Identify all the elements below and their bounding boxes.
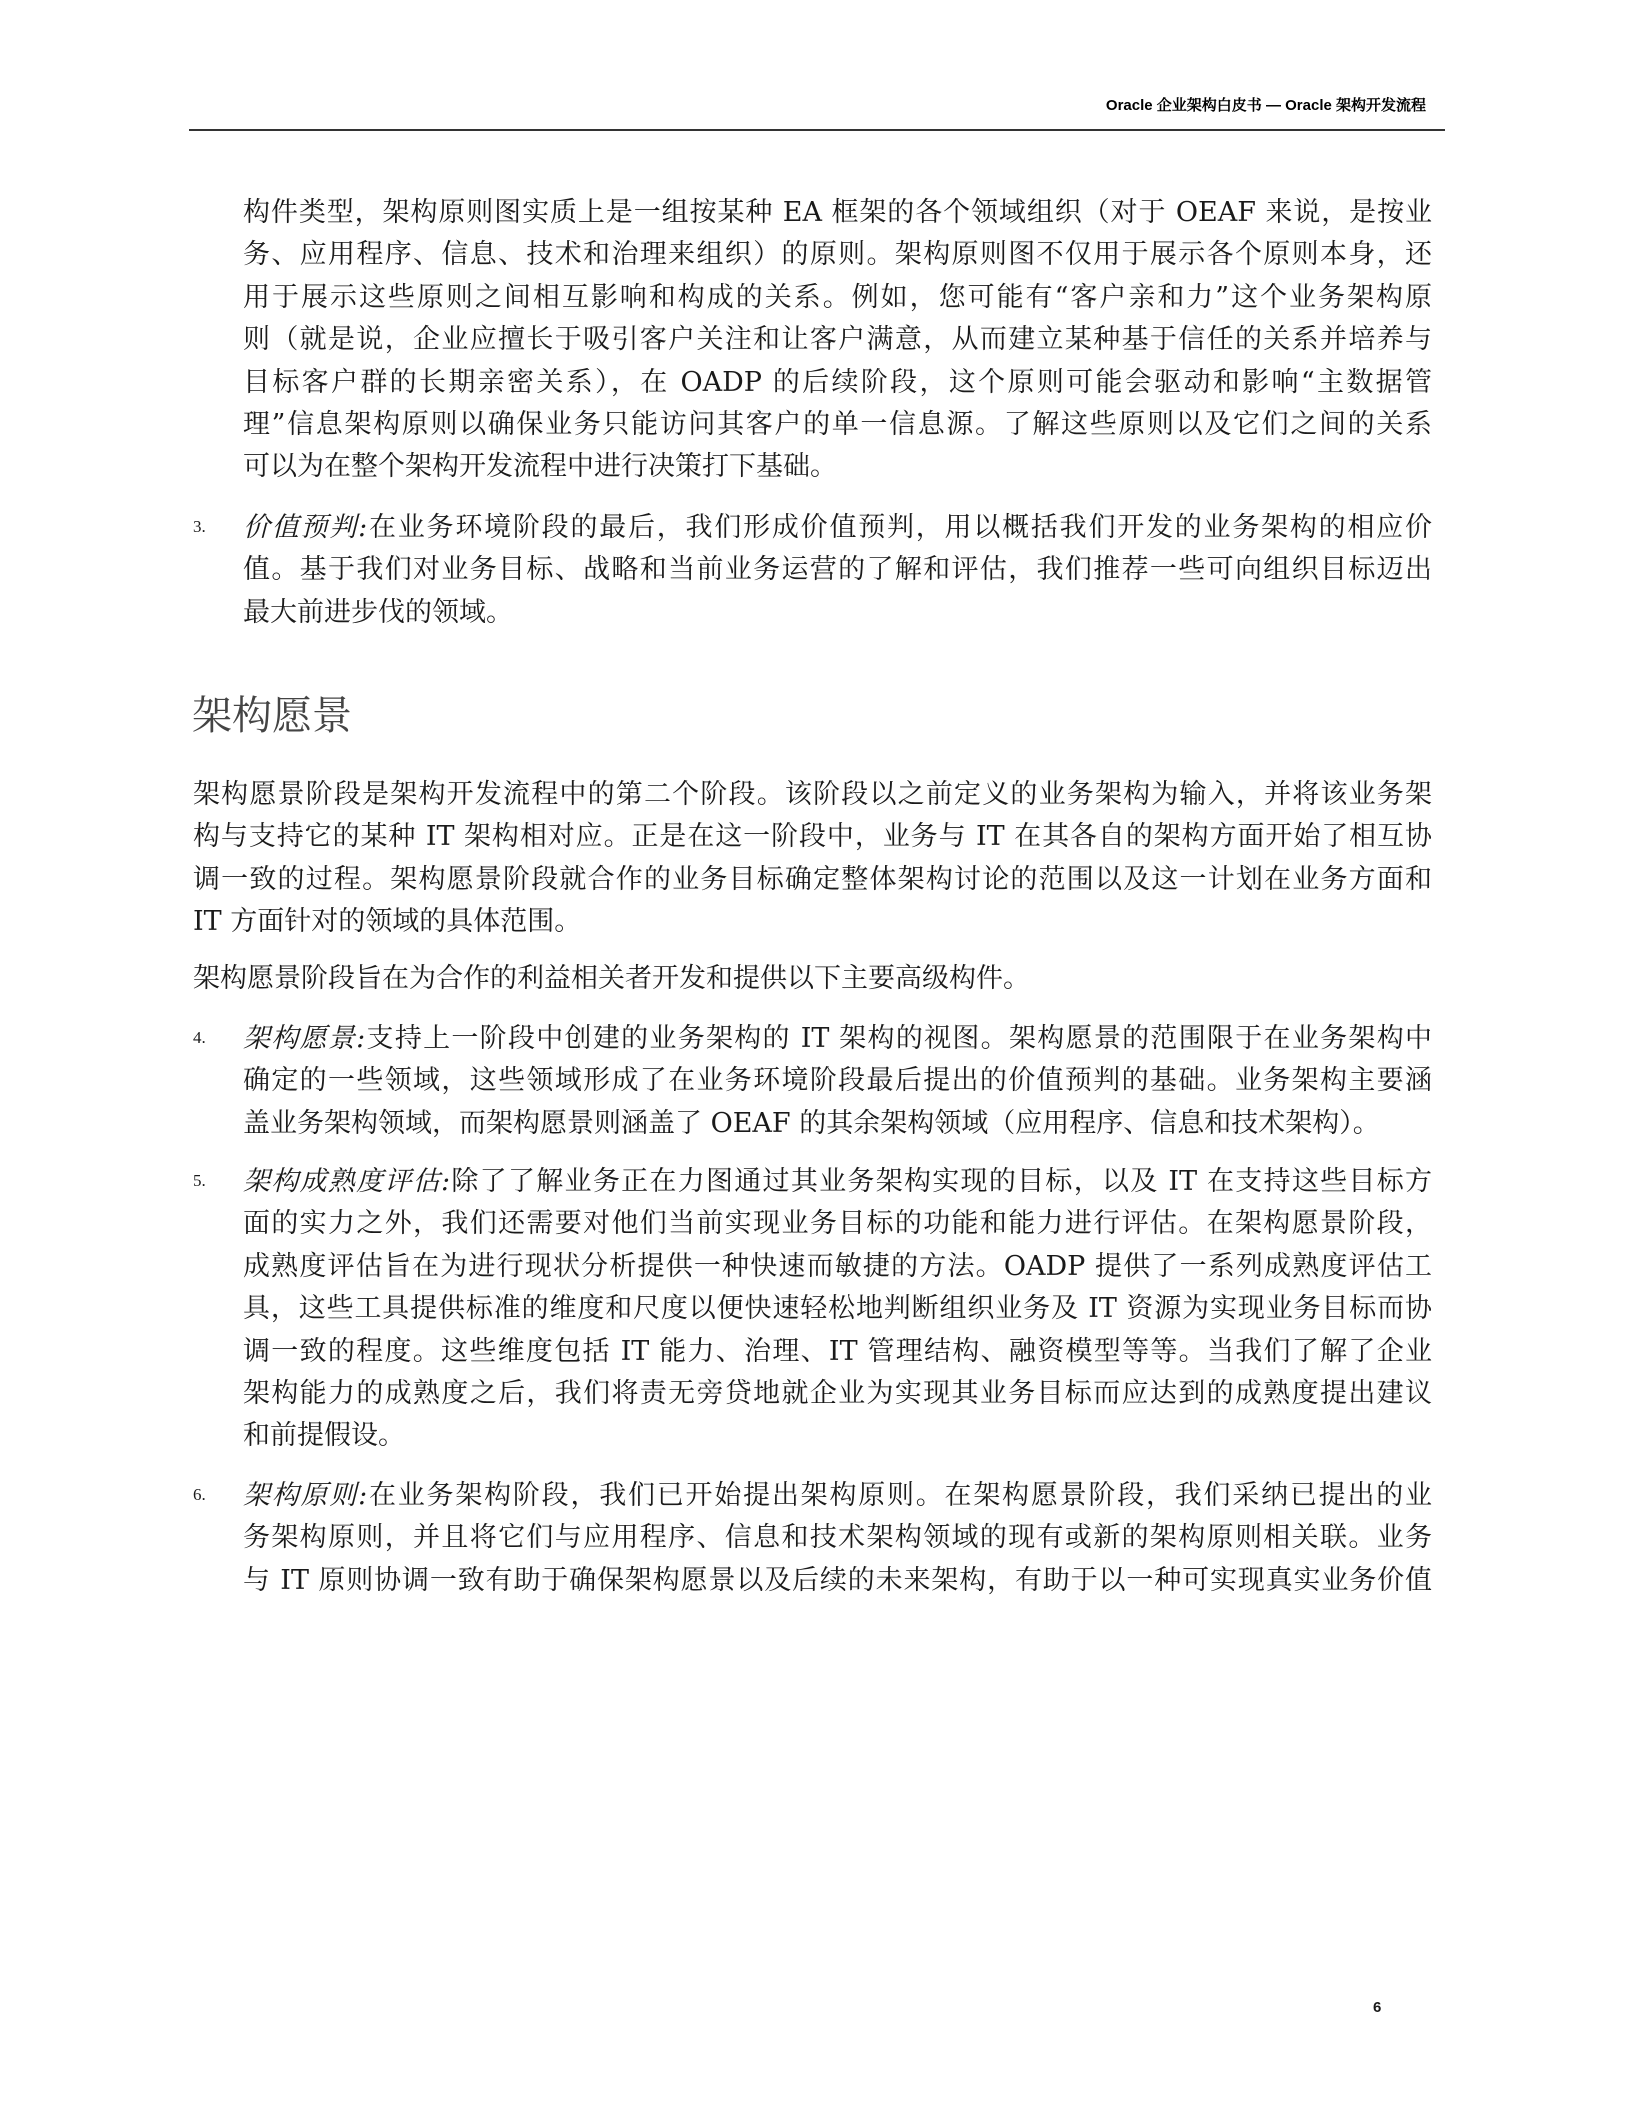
list-item-value-proposition bbox=[243, 507, 1432, 634]
line-text: 盖业务架构领域，而架构愿景则涵盖了 OEAF 的其余架构领域（应用程序、信息和技术架构）。 bbox=[243, 1107, 1380, 1139]
list-item-maturity-assessment bbox=[243, 1161, 1432, 1458]
line-text: 架构愿景阶段旨在为合作的利益相关者开发和提供以下主要高级构件。 bbox=[193, 963, 1030, 994]
line-text: 理”信息架构原则以确保业务只能访问其客户的单一信息源。了解这些原则以及它们之间的关系 bbox=[243, 408, 1432, 440]
line-text: 架构能力的成熟度之后，我们将责无旁贷地就企业为实现其业务目标而应达到的成熟度提出建议 bbox=[243, 1377, 1432, 1409]
line-text: 成熟度评估旨在为进行现状分析提供一种快速而敏捷的方法。OADP 提供了一系列成熟度评估工 bbox=[243, 1250, 1432, 1282]
text-line bbox=[243, 1018, 1432, 1060]
line-text: 架构愿景阶段是架构开发流程中的第二个阶段。该阶段以之前定义的业务架构为输入，并将该业务架 bbox=[193, 779, 1432, 810]
line-text: 除了了解业务正在力图通过其业务架构实现的目标，以及 IT 在支持这些目标方 bbox=[450, 1166, 1432, 1197]
text-line bbox=[193, 774, 1432, 816]
text-line bbox=[243, 1288, 1432, 1330]
paragraph-principles bbox=[243, 192, 1432, 489]
text-line bbox=[243, 404, 1432, 446]
paragraph-vision-artifacts bbox=[193, 958, 1432, 1000]
text-line bbox=[243, 277, 1432, 319]
list-term: 架构成熟度评估: bbox=[243, 1166, 451, 1197]
text-line bbox=[243, 1103, 1432, 1145]
text-line bbox=[193, 816, 1432, 858]
list-number: 5. bbox=[193, 1171, 206, 1190]
line-text: 和前提假设。 bbox=[243, 1420, 405, 1452]
text-line bbox=[243, 1415, 1432, 1457]
line-text: 与 IT 原则协调一致有助于确保架构愿景以及后续的未来架构，有助于以一种可实现真实业务价值 bbox=[243, 1564, 1432, 1596]
text-line bbox=[243, 1060, 1432, 1102]
line-text: 值。基于我们对业务目标、战略和当前业务运营的了解和评估，我们推荐一些可向组织目标迈出 bbox=[243, 554, 1432, 586]
line-text: 具，这些工具提供标准的维度和尺度以便快速轻松地判断组织业务及 IT 资源为实现业务目标而协 bbox=[243, 1293, 1432, 1325]
line-text: IT 方面针对的领域的具体范围。 bbox=[193, 906, 582, 938]
text-line bbox=[243, 446, 1432, 488]
text-line bbox=[243, 362, 1432, 404]
line-text: 务、应用程序、信息、技术和治理来组织）的原则。架构原则图不仅用于展示各个原则本身，还 bbox=[243, 239, 1432, 271]
text-line bbox=[243, 192, 1432, 234]
list-number: 4. bbox=[193, 1028, 206, 1047]
text-line bbox=[243, 549, 1432, 591]
line-text: 面的实力之外，我们还需要对他们当前实现业务目标的功能和能力进行评估。在架构愿景阶段， bbox=[243, 1208, 1432, 1240]
text-line bbox=[243, 1161, 1432, 1203]
text-line bbox=[243, 1246, 1432, 1288]
header-rule bbox=[189, 129, 1445, 131]
line-text: 调一致的过程。架构愿景阶段就合作的业务目标确定整体架构讨论的范围以及这一计划在业务方面和 bbox=[193, 863, 1432, 895]
list-number: 6. bbox=[193, 1485, 206, 1504]
list-item-architecture-principles bbox=[243, 1475, 1432, 1602]
line-text: 支持上一阶段中创建的业务架构的 IT 架构的视图。架构愿景的范围限于在业务架构中 bbox=[365, 1023, 1432, 1054]
paragraph-vision-intro bbox=[193, 774, 1432, 944]
text-line bbox=[243, 592, 1432, 634]
text-line bbox=[193, 901, 1432, 943]
text-line bbox=[243, 507, 1432, 549]
page-number: 6 bbox=[1373, 1999, 1382, 2016]
line-text: 调一致的程度。这些维度包括 IT 能力、治理、IT 管理结构、融资模型等等。当我们了解了企业 bbox=[243, 1335, 1432, 1367]
text-line bbox=[243, 1517, 1432, 1559]
text-line bbox=[243, 1373, 1432, 1415]
line-text: 确定的一些领域，这些领域形成了在业务环境阶段最后提出的价值预判的基础。业务架构主要涵 bbox=[243, 1065, 1432, 1097]
line-text: 最大前进步伐的领域。 bbox=[243, 596, 513, 628]
text-line bbox=[193, 859, 1432, 901]
line-text: 目标客户群的长期亲密关系），在 OADP 的后续阶段，这个原则可能会驱动和影响“主数据管 bbox=[243, 366, 1432, 398]
list-term: 架构原则: bbox=[243, 1480, 368, 1511]
line-text: 用于展示这些原则之间相互影响和构成的关系。例如，您可能有“客户亲和力”这个业务架构原 bbox=[243, 281, 1432, 313]
list-term: 价值预判: bbox=[243, 512, 368, 543]
list-number: 3. bbox=[193, 517, 206, 536]
running-header: Oracle 企业架构白皮书 — Oracle 架构开发流程 bbox=[1105, 97, 1426, 114]
text-line bbox=[243, 1560, 1432, 1602]
text-line bbox=[243, 1475, 1432, 1517]
line-text: 在业务架构阶段，我们已开始提出架构原则。在架构愿景阶段，我们采纳已提出的业 bbox=[367, 1480, 1432, 1511]
section-heading: 架构愿景 bbox=[192, 693, 352, 739]
line-text: 在业务环境阶段的最后，我们形成价值预判，用以概括我们开发的业务架构的相应价 bbox=[367, 512, 1432, 543]
line-text: 则（就是说，企业应擅长于吸引客户关注和让客户满意，从而建立某种基于信任的关系并培养与 bbox=[243, 324, 1432, 356]
list-item-architecture-vision bbox=[243, 1018, 1432, 1145]
line-text: 可以为在整个架构开发流程中进行决策打下基础。 bbox=[243, 451, 837, 483]
text-line bbox=[243, 234, 1432, 276]
line-text: 务架构原则，并且将它们与应用程序、信息和技术架构领域的现有或新的架构原则相关联。业务 bbox=[243, 1522, 1432, 1554]
list-term: 架构愿景: bbox=[243, 1023, 366, 1054]
text-line bbox=[243, 1331, 1432, 1373]
line-text: 构与支持它的某种 IT 架构相对应。正是在这一阶段中，业务与 IT 在其各自的架构方面开始了相互协 bbox=[193, 821, 1432, 853]
text-line bbox=[193, 958, 1432, 1000]
text-line bbox=[243, 319, 1432, 361]
line-text: 构件类型，架构原则图实质上是一组按某种 EA 框架的各个领域组织（对于 OEAF 来说，是按业 bbox=[243, 197, 1432, 228]
text-line bbox=[243, 1203, 1432, 1245]
